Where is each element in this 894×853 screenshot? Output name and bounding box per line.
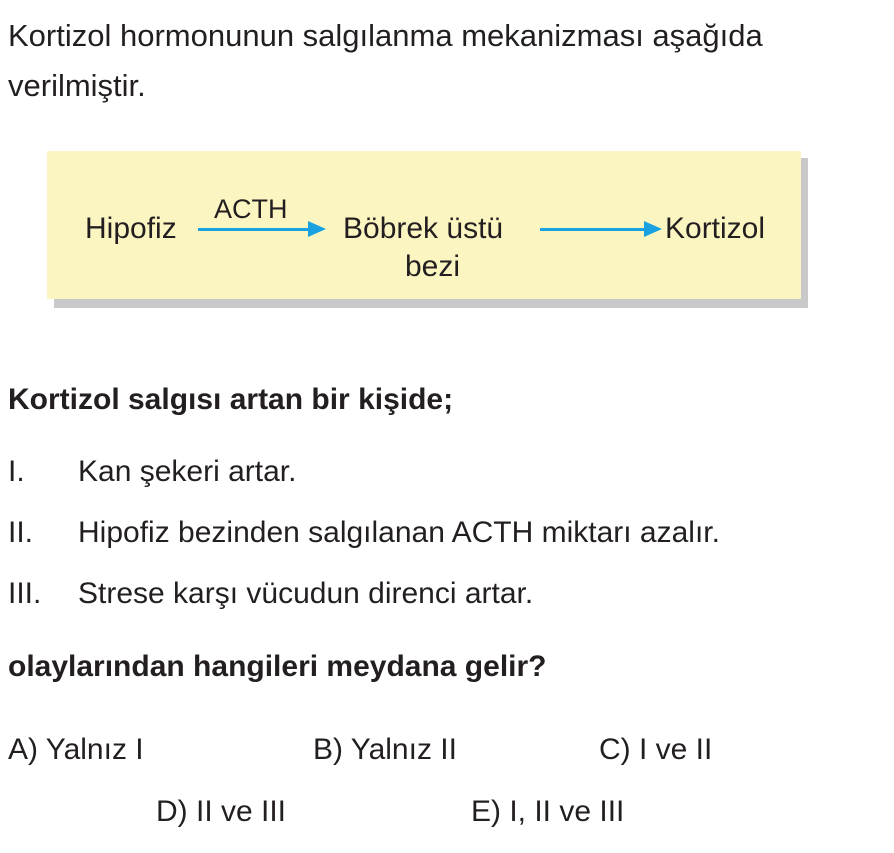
- diagram-node-bezi: bezi: [405, 250, 461, 283]
- statement-text-2: Hipofiz bezinden salgılanan ACTH miktarı azalır.: [78, 516, 720, 549]
- option-a[interactable]: A) Yalnız I: [8, 733, 144, 766]
- diagram-node-kortizol: Kortizol: [665, 212, 766, 245]
- diagram-arrow-1: [198, 228, 322, 231]
- intro-line-2: verilmiştir.: [8, 68, 146, 103]
- diagram-arrow-label-acth: ACTH: [214, 194, 288, 224]
- diagram-node-hipofiz: Hipofiz: [85, 212, 177, 245]
- diagram-arrow-2: [540, 228, 658, 231]
- option-d[interactable]: D) II ve III: [156, 795, 287, 828]
- statement-text-3: Strese karşı vücudun direnci artar.: [78, 577, 534, 610]
- option-b[interactable]: B) Yalnız II: [313, 733, 457, 766]
- question-stem: Kortizol salgısı artan bir kişide;: [8, 383, 454, 416]
- option-e[interactable]: E) I, II ve III: [471, 795, 625, 828]
- diagram-node-bobrek-ustu: Böbrek üstü: [343, 212, 504, 245]
- option-c[interactable]: C) I ve II: [599, 733, 713, 766]
- statement-numeral-2: II.: [8, 516, 34, 549]
- statement-numeral-3: III.: [8, 577, 42, 610]
- statement-numeral-1: I.: [8, 455, 25, 488]
- intro-line-1: Kortizol hormonunun salgılanma mekanizması aşağıda: [8, 18, 763, 53]
- statement-text-1: Kan şekeri artar.: [78, 455, 297, 488]
- question-prompt: olaylarından hangileri meydana gelir?: [8, 650, 547, 683]
